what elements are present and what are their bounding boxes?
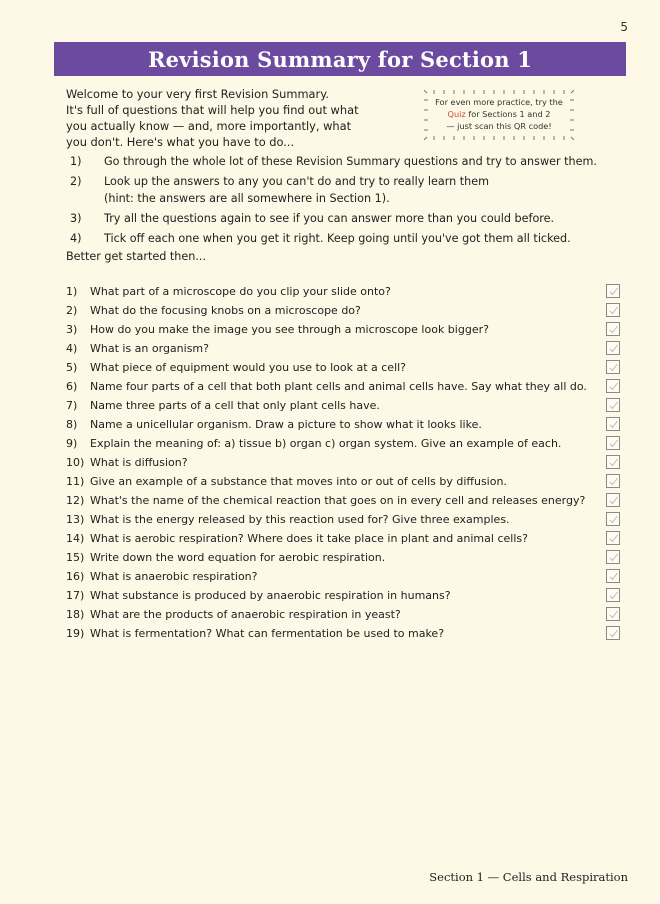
tick-checkbox[interactable]: [606, 512, 620, 526]
question-number: 1): [66, 285, 78, 298]
step-number: 1): [70, 155, 82, 168]
tick-checkbox[interactable]: [606, 379, 620, 393]
check-icon: [608, 381, 619, 392]
question-number: 2): [66, 304, 78, 317]
question-row: [66, 320, 626, 339]
check-icon: [608, 590, 619, 601]
check-icon: [608, 419, 619, 430]
check-icon: [608, 457, 619, 468]
step-text: Look up the answers to any you can't do and try to really learn them: [104, 175, 490, 188]
question-text: What piece of equipment would you use to look at a cell?: [90, 361, 407, 374]
tick-checkbox[interactable]: [606, 493, 620, 507]
question-text: What are the products of anaerobic respiration in yeast?: [90, 608, 401, 621]
tick-checkbox[interactable]: [606, 436, 620, 450]
check-icon: [608, 324, 619, 335]
step-number: 3): [70, 212, 82, 225]
step-hint: (hint: the answers are all somewhere in Section 1).: [104, 192, 390, 205]
tick-checkbox[interactable]: [606, 474, 620, 488]
question-row: [66, 396, 626, 415]
question-number: 19): [66, 627, 85, 640]
question-text: Write down the word equation for aerobic respiration.: [90, 551, 386, 564]
tick-checkbox[interactable]: [606, 531, 620, 545]
question-text: Name four parts of a cell that both plant cells and animal cells have. Say what they all do.: [90, 380, 587, 393]
question-text: How do you make the image you see through a microscope look bigger?: [90, 323, 489, 336]
question-row: [66, 548, 626, 567]
check-icon: [608, 609, 619, 620]
tick-checkbox[interactable]: [606, 626, 620, 640]
question-number: 12): [66, 494, 85, 507]
question-text: What is fermentation? What can fermentation be used to make?: [90, 627, 445, 640]
tick-checkbox[interactable]: [606, 341, 620, 355]
tick-checkbox[interactable]: [606, 284, 620, 298]
tick-checkbox[interactable]: [606, 303, 620, 317]
instruction-steps: [70, 153, 600, 250]
question-number: 3): [66, 323, 78, 336]
check-icon: [608, 362, 619, 373]
intro-line: you don't. Here's what you have to do...: [66, 135, 295, 149]
question-text: What's the name of the chemical reaction that goes on in every cell and releases energy?: [90, 494, 586, 507]
question-number: 11): [66, 475, 85, 488]
question-text: Name a unicellular organism. Draw a picture to show what it looks like.: [90, 418, 482, 431]
question-row: [66, 605, 626, 624]
tick-checkbox[interactable]: [606, 569, 620, 583]
question-row: [66, 529, 626, 548]
question-row: [66, 434, 626, 453]
question-row: [66, 301, 626, 320]
question-row: [66, 472, 626, 491]
question-number: 13): [66, 513, 85, 526]
question-row: [66, 510, 626, 529]
check-icon: [608, 533, 619, 544]
check-icon: [608, 552, 619, 563]
title-banner: [54, 42, 626, 76]
question-text: Name three parts of a cell that only plant cells have.: [90, 399, 380, 412]
question-number: 9): [66, 437, 78, 450]
check-icon: [608, 514, 619, 525]
step-text: Try all the questions again to see if you can answer more than you could before.: [104, 212, 555, 225]
step-item: [70, 153, 600, 170]
check-icon: [608, 305, 619, 316]
question-text: Explain the meaning of: a) tissue b) organ c) organ system. Give an example of each.: [90, 437, 562, 450]
step-number: 2): [70, 175, 82, 188]
question-number: 7): [66, 399, 78, 412]
quiz-link[interactable]: Quiz: [447, 109, 466, 119]
question-number: 16): [66, 570, 85, 583]
check-icon: [608, 343, 619, 354]
question-row: [66, 453, 626, 472]
step-item: [70, 210, 600, 227]
question-row: [66, 491, 626, 510]
question-text: What do the focusing knobs on a microscope do?: [90, 304, 361, 317]
check-icon: [608, 495, 619, 506]
question-row: [66, 282, 626, 301]
check-icon: [608, 438, 619, 449]
question-number: 15): [66, 551, 85, 564]
qr-note: [424, 96, 574, 132]
question-text: What is diffusion?: [90, 456, 188, 469]
step-text-wrapper: [104, 173, 489, 207]
qr-note-line: [424, 108, 574, 120]
tick-checkbox[interactable]: [606, 322, 620, 336]
qr-note-line: For even more practice, try the: [435, 97, 563, 107]
intro-line: It's full of questions that will help you find out what: [66, 103, 359, 117]
lead-text: Better get started then...: [66, 250, 207, 263]
page-title: Revision Summary for Section 1: [147, 46, 533, 72]
question-row: [66, 415, 626, 434]
tick-checkbox[interactable]: [606, 455, 620, 469]
question-text: What substance is produced by anaerobic respiration in humans?: [90, 589, 451, 602]
step-text: Go through the whole lot of these Revision Summary questions and try to answer them.: [104, 155, 597, 168]
tick-checkbox[interactable]: [606, 588, 620, 602]
question-text: Give an example of a substance that moves into or out of cells by diffusion.: [90, 475, 507, 488]
question-row: [66, 358, 626, 377]
question-number: 6): [66, 380, 78, 393]
question-text: What part of a microscope do you clip your slide onto?: [90, 285, 391, 298]
check-icon: [608, 476, 619, 487]
question-list: [66, 282, 626, 643]
tick-checkbox[interactable]: [606, 550, 620, 564]
tick-checkbox[interactable]: [606, 417, 620, 431]
step-text: Tick off each one when you get it right. Keep going until you've got them all ticked.: [104, 232, 571, 245]
question-row: [66, 586, 626, 605]
step-item: [70, 230, 600, 247]
qr-callout: [424, 90, 574, 140]
question-number: 14): [66, 532, 85, 545]
footer-section-label: Section 1 — Cells and Respiration: [429, 870, 628, 884]
question-row: [66, 567, 626, 586]
question-number: 18): [66, 608, 85, 621]
question-text: What is aerobic respiration? Where does it take place in plant and animal cells?: [90, 532, 528, 545]
page-number: 5: [620, 20, 628, 34]
intro-line: Welcome to your very first Revision Summary.: [66, 87, 329, 101]
question-number: 17): [66, 589, 85, 602]
step-number: 4): [70, 232, 82, 245]
intro-line: you actually know — and, more importantly, what: [66, 119, 352, 133]
tick-checkbox[interactable]: [606, 360, 620, 374]
check-icon: [608, 286, 619, 297]
check-icon: [608, 628, 619, 639]
question-row: [66, 339, 626, 358]
question-text: What is anaerobic respiration?: [90, 570, 258, 583]
question-text: What is an organism?: [90, 342, 209, 355]
check-icon: [608, 571, 619, 582]
step-item: [70, 173, 600, 207]
tick-checkbox[interactable]: [606, 607, 620, 621]
qr-note-text: for Sections 1 and 2: [465, 109, 551, 119]
question-number: 10): [66, 456, 85, 469]
question-row: [66, 624, 626, 643]
question-number: 5): [66, 361, 78, 374]
question-number: 8): [66, 418, 78, 431]
tick-checkbox[interactable]: [606, 398, 620, 412]
check-icon: [608, 400, 619, 411]
question-number: 4): [66, 342, 78, 355]
intro-paragraph: [66, 86, 366, 150]
question-row: [66, 377, 626, 396]
qr-note-line: — just scan this QR code!: [446, 121, 552, 131]
question-text: What is the energy released by this reaction used for? Give three examples.: [90, 513, 510, 526]
